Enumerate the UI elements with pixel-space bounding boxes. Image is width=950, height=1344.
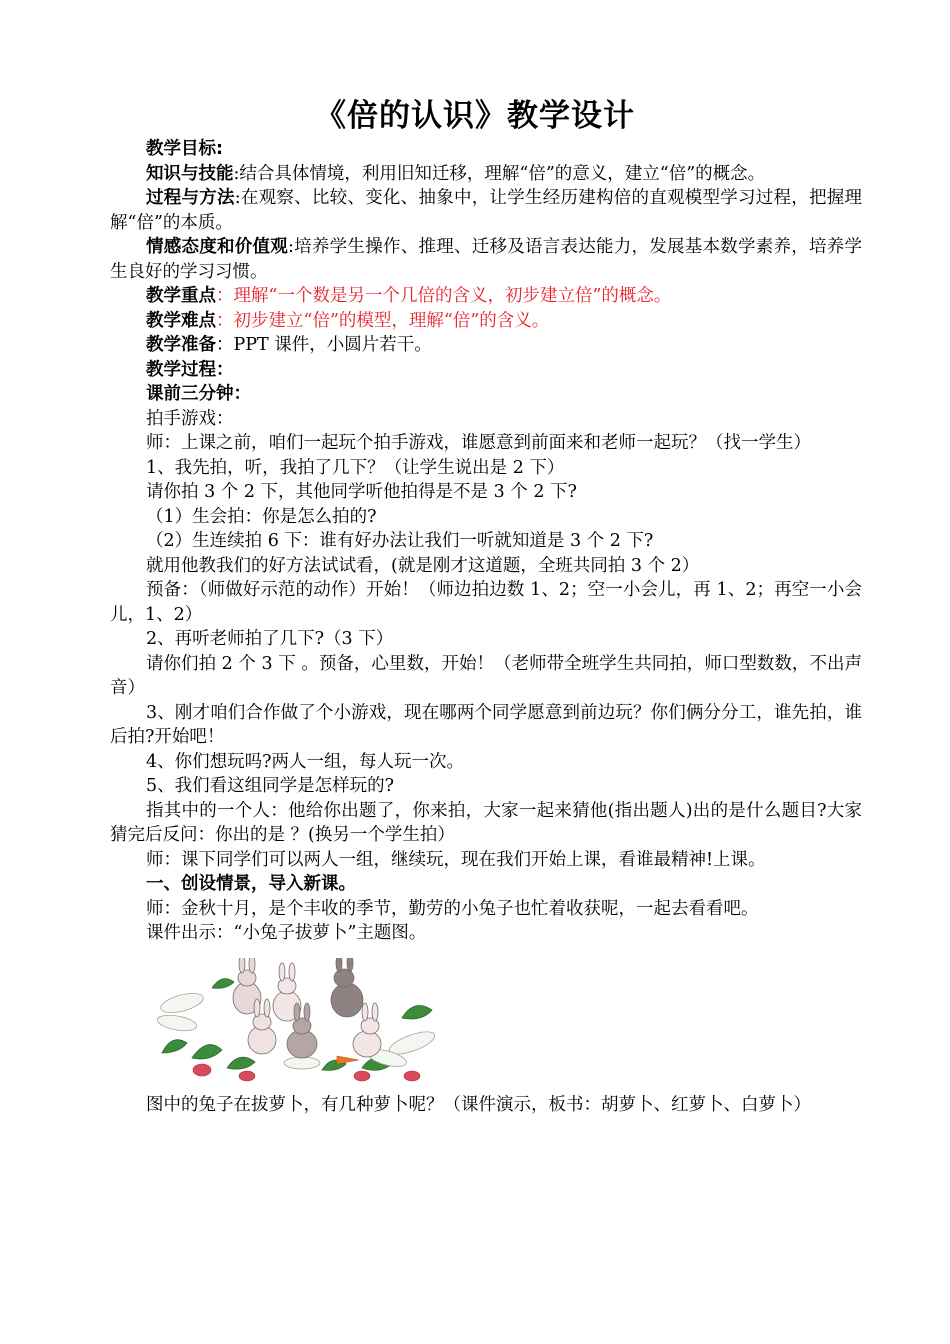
- document-title: 《倍的认识》教学设计: [315, 98, 635, 134]
- warmup-paragraph: （2）生连续拍 6 下：谁有好办法让我们一听就知道是 3 个 2 下?: [146, 531, 654, 551]
- warmup-paragraph: 5、我们看这组同学是怎样玩的?: [146, 776, 395, 796]
- process-label: 过程与方法: [146, 188, 235, 208]
- warmup-paragraph: 请你们拍 2 个 3 下 。预备，心里数，开始！（老师带全班学生共同拍，师口型数数，不出声音）: [110, 653, 862, 698]
- warmup-paragraph: 请你拍 3 个 2 下，其他同学听他拍得是不是 3 个 2 下?: [146, 482, 577, 502]
- knowledge-label: 知识与技能: [146, 163, 234, 184]
- preparation-text: ：PPT 课件，小圆片若干。: [216, 335, 432, 355]
- attitude-paragraph: [110, 235, 862, 284]
- key-point-paragraph: [110, 284, 862, 309]
- attitude-label: 情感态度和价值观: [146, 237, 289, 257]
- difficulty-paragraph: [110, 309, 862, 334]
- warmup-paragraph: 3、刚才咱们合作做了个小游戏，现在哪两个同学愿意到前边玩？你们俩分分工，谁先拍，谁后拍?开始吧！: [110, 702, 862, 747]
- document-body: [110, 137, 862, 1117]
- attitude-text: :培养学生操作、推理、迁移及语言表达能力，发展基本数学素养，培养学生良好的学习习惯。: [110, 237, 862, 282]
- warmup-paragraph: 拍手游戏：: [146, 408, 234, 429]
- preparation-paragraph: [110, 333, 862, 358]
- key-point-label: 教学重点: [146, 286, 216, 306]
- objectives-heading: 教学目标:: [146, 139, 223, 159]
- warmup-paragraph: 师：上课之前，咱们一起玩个拍手游戏，谁愿意到前面来和老师一起玩？（找一学生）: [146, 433, 811, 453]
- key-point-text: ：理解“一个数是另一个几倍的含义，初步建立倍”的概念。: [216, 286, 672, 306]
- difficulty-label: 教学难点: [146, 310, 216, 331]
- knowledge-paragraph: [110, 162, 862, 187]
- preparation-label: 教学准备: [146, 335, 216, 355]
- knowledge-text: :结合具体情境，利用旧知迁移，理解“倍”的意义，建立“倍”的概念。: [233, 163, 766, 184]
- warmup-paragraph: 指其中的一个人：他给你出题了，你来拍，大家一起来猜他(指出题人)出的是什么题目?大家猜完后反问：你出的是 ？(换另一个学生拍）: [110, 800, 862, 845]
- warmup-paragraph: 2、再听老师拍了几下?（3 下）: [146, 629, 394, 649]
- warmup-paragraph: 师：课下同学们可以两人一组，继续玩，现在我们开始上课，看谁最精神!上课。: [146, 849, 766, 870]
- process-heading: 教学过程：: [146, 359, 234, 380]
- process-text: :在观察、比较、变化、抽象中，让学生经历建构倍的直观模型学习过程，把握理解“倍”的本质。: [110, 188, 862, 233]
- carrot: [337, 1056, 359, 1064]
- section-paragraph: 课件出示：“小兔子拔萝卜”主题图。: [146, 923, 427, 943]
- warmup-paragraph: 1、我先拍，听，我拍了几下？（让学生说出是 2 下）: [146, 457, 565, 478]
- warmup-paragraph: 4、你们想玩吗?两人一组，每人玩一次。: [146, 751, 465, 772]
- section-paragraph: 师：金秋十月，是个丰收的季节，勤劳的小兔子也忙着收获呢，一起去看看吧。: [146, 898, 759, 919]
- section-heading: 一、创设情景，导入新课。: [146, 874, 356, 894]
- warmup-heading: 课前三分钟：: [146, 384, 251, 404]
- difficulty-text: ：初步建立“倍”的模型，理解“倍”的含义。: [216, 310, 550, 331]
- rabbits: [233, 958, 381, 1058]
- section-paragraph: 图中的兔子在拔萝卜，有几种萝卜呢？（课件演示，板书：胡萝卜、红萝卜、白萝卜）: [146, 1094, 811, 1115]
- warmup-paragraph: 就用他教我们的好方法试试看，(就是刚才这道题，全班共同拍 3 个 2）: [146, 555, 700, 576]
- warmup-paragraph: （1）生会拍：你是怎么拍的?: [146, 506, 377, 527]
- warmup-paragraph: 预备：（师做好示范的动作）开始！（师边拍边数 1、2；空一小会儿，再 1、2；再空一小会儿，1、2）: [110, 580, 862, 625]
- process-paragraph: [110, 186, 862, 235]
- rabbits-pulling-radishes-illustration: [152, 958, 452, 1083]
